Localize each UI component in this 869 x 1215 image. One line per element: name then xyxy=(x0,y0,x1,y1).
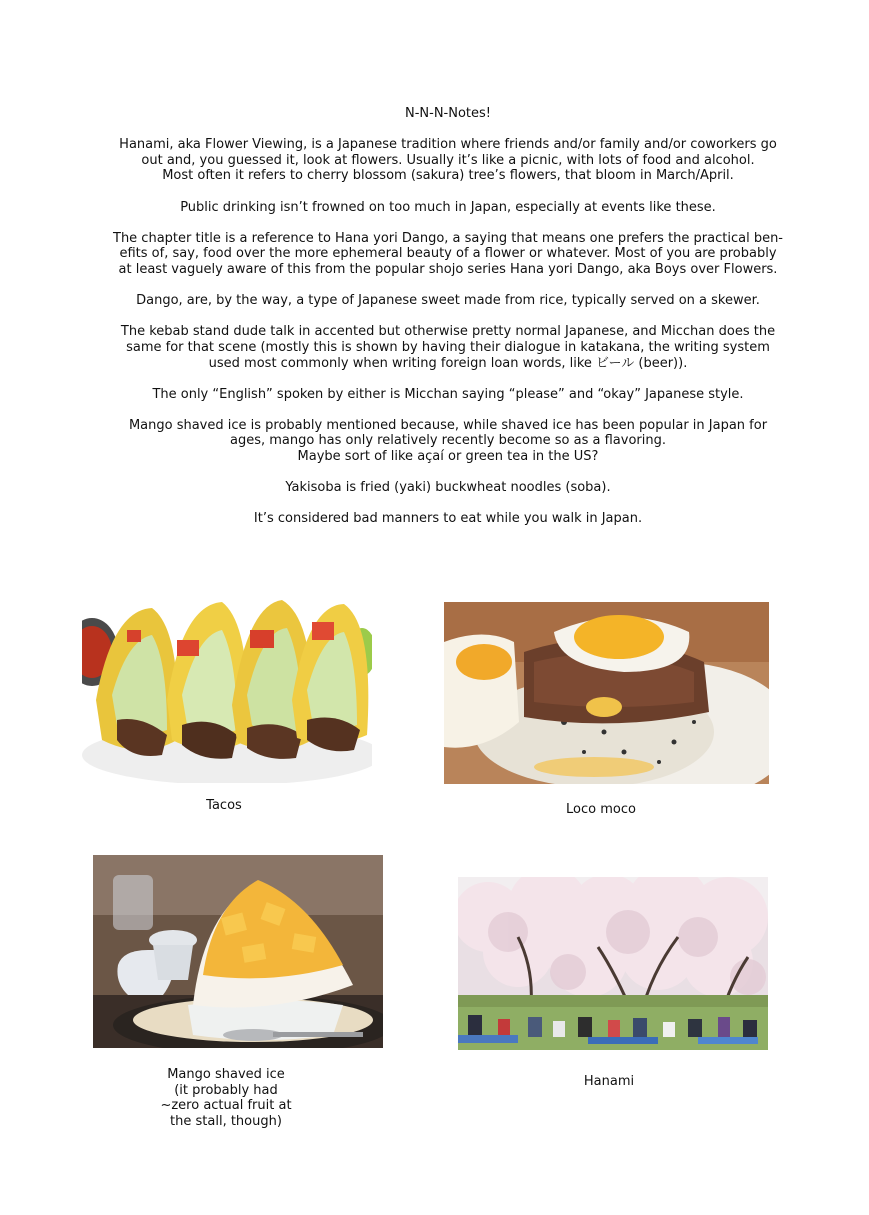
note-paragraph: It’s considered bad manners to eat while you walk in Japan. xyxy=(253,511,643,527)
note-paragraph: Hanami, aka Flower Viewing, is a Japanese tradition where friends and/or family and/or coworkers go out and, you guessed it, look at flowers. Usually it’s like a picnic, with lots of food and alcohol. Most often it refers to cherry blossom (sakura) tree’s flowers, that bloom in March/April. xyxy=(119,137,777,184)
mango-shaved-ice-photo xyxy=(93,855,383,1048)
hanami-caption: Hanami xyxy=(583,1074,635,1089)
note-paragraph: Mango shaved ice is probably mentioned because, while shaved ice has been popular in Japan for ages, mango has only relatively recently become so as a flavoring. Maybe sort of like açaí or green tea in the US? xyxy=(128,417,768,465)
note-paragraph: The kebab stand dude talk in accented but otherwise pretty normal Japanese, and Micchan does the same for that scene (mostly this is shown by having their dialogue in katakana, the writing system used most commonly when writing foreign loan words, like ビール (beer)). xyxy=(120,324,776,371)
note-paragraph: The chapter title is a reference to Hana yori Dango, a saying that means one prefers the practical ben- efits of, say, food over the more ephemeral beauty of a flower or whatever. Most of you are probably at least vaguely aware of this from the popular shojo series Hana yori Dango, aka Boys over Flowers. xyxy=(113,230,783,277)
note-paragraph: The only “English” spoken by either is Micchan saying “please” and “okay” Japanese style. xyxy=(152,386,744,402)
tacos-photo xyxy=(82,590,372,783)
notes-text xyxy=(104,106,792,543)
tacos-caption: Tacos xyxy=(206,798,242,813)
note-paragraph: Public drinking isn’t frowned on too much in Japan, especially at events like these. xyxy=(180,199,716,215)
notes-heading: N-N-N-Notes! xyxy=(404,106,491,121)
note-paragraph: Dango, are, by the way, a type of Japanese sweet made from rice, typically served on a skewer. xyxy=(136,293,760,309)
loco-moco-caption: Loco moco xyxy=(566,802,636,817)
hanami-photo xyxy=(458,877,768,1050)
loco-moco-photo xyxy=(444,602,769,784)
note-paragraph: Yakisoba is fried (yaki) buckwheat noodles (soba). xyxy=(285,480,611,496)
mango-shaved-ice-caption: Mango shaved ice (it probably had ~zero actual fruit at the stall, though) xyxy=(160,1067,292,1129)
